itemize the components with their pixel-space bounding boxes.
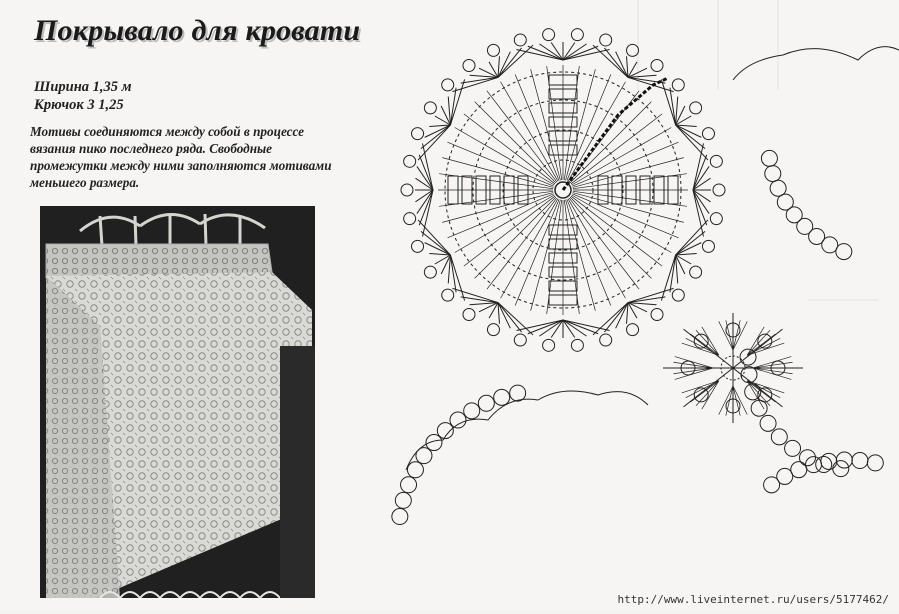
small-motif — [663, 313, 803, 423]
width-spec: Ширина 1,35 м — [34, 79, 132, 95]
description-line: меньшего размера. — [30, 175, 140, 190]
description-text — [30, 123, 375, 191]
crochet-diagram — [388, 0, 899, 610]
description-line: Мотивы соединяются между собой в процессе — [30, 124, 305, 139]
page-title: Покрывало для кровати — [34, 14, 361, 47]
watermark-url: http://www.liveinternet.ru/users/5177462/ — [617, 593, 889, 606]
hook-spec: Крючок 3 1,25 — [34, 97, 124, 113]
bedspread-photo — [40, 206, 315, 598]
motif-chart — [388, 0, 899, 610]
description-line: вязания пико последнего ряда. Свободные — [30, 141, 273, 156]
description-line: промежутки между ними заполняются мотивами — [30, 158, 332, 173]
bed-illustration — [40, 206, 315, 598]
